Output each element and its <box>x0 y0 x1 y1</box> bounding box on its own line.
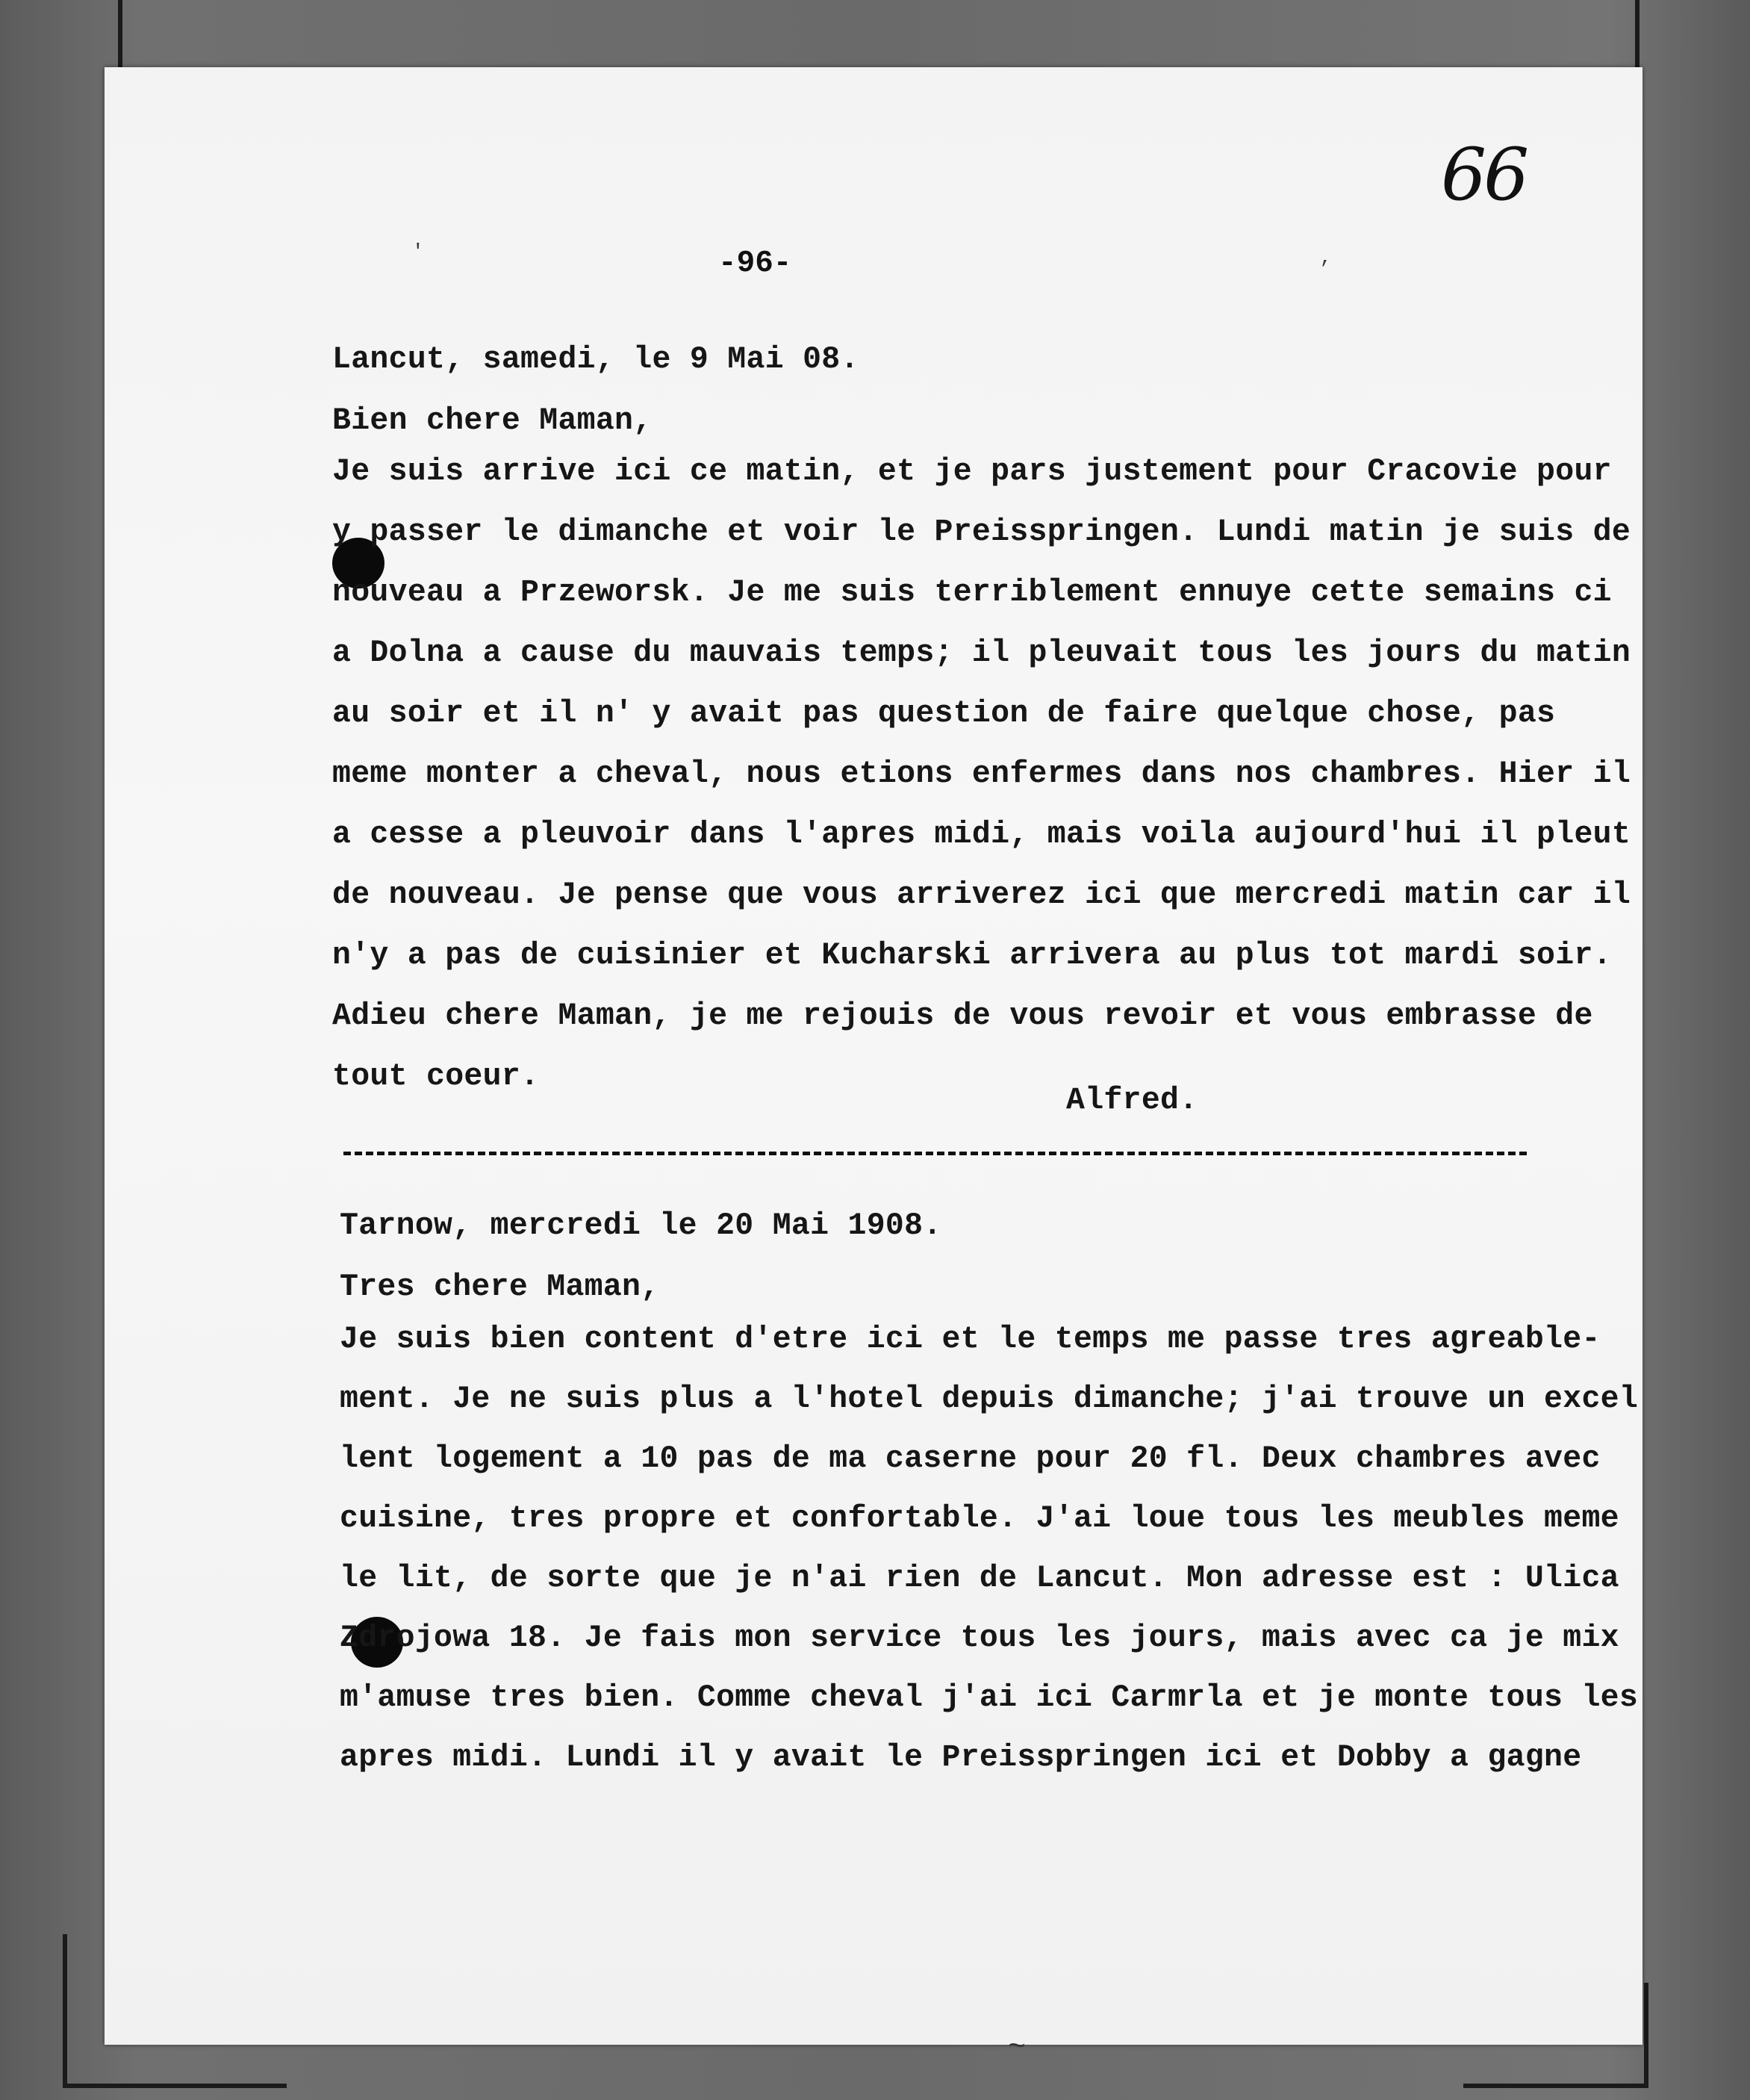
letter1-line: y passer le dimanche et voir le Preisspringen. Lundi matin je suis de <box>332 515 1631 550</box>
letter2-dateline: Tarnow, mercredi le 20 Mai 1908. <box>340 1208 942 1243</box>
page-number: -96- <box>718 246 792 281</box>
scan-speck: ~ <box>1008 2031 1027 2065</box>
scan-speck: , <box>1320 246 1332 269</box>
letter-separator-dashes <box>343 1152 1527 1155</box>
letter2-line: le lit, de sorte que je n'ai rien de Lancut. Mon adresse est : Ulica <box>340 1561 1619 1596</box>
letter1-signature: Alfred. <box>1066 1083 1198 1118</box>
film-corner-mark <box>63 2084 287 2088</box>
letter2-line: m'amuse tres bien. Comme cheval j'ai ici Carmrla et je monte tous les <box>340 1680 1639 1715</box>
letter2-line: Je suis bien content d'etre ici et le temps me passe tres agreable- <box>340 1322 1601 1357</box>
letter1-line: Adieu chere Maman, je me rejouis de vous revoir et vous embrasse de <box>332 998 1593 1034</box>
film-edge-mark <box>1635 0 1640 71</box>
film-corner-mark <box>1644 1983 1648 2087</box>
letter1-line: a Dolna a cause du mauvais temps; il pleuvait tous les jours du matin <box>332 636 1631 671</box>
letter2-line: apres midi. Lundi il y avait le Preisspringen ici et Dobby a gagne <box>340 1740 1582 1775</box>
letter2-line: Zdrojowa 18. Je fais mon service tous les jours, mais avec ca je mix <box>340 1621 1619 1656</box>
letter1-dateline: Lancut, samedi, le 9 Mai 08. <box>332 342 859 377</box>
letter1-line: a cesse a pleuvoir dans l'apres midi, mais voila aujourd'hui il pleut <box>332 817 1631 852</box>
letter1-line: tout coeur. <box>332 1059 540 1094</box>
letter2-line: cuisine, tres propre et confortable. J'ai loue tous les meubles meme <box>340 1501 1619 1536</box>
film-edge-mark <box>118 0 122 71</box>
letter2-line: lent logement a 10 pas de ma caserne pour 20 fl. Deux chambres avec <box>340 1441 1601 1476</box>
letter1-line: meme monter a cheval, nous etions enfermes dans nos chambres. Hier il <box>332 757 1631 792</box>
letter1-line: de nouveau. Je pense que vous arriverez ici que mercredi matin car il <box>332 877 1631 913</box>
film-corner-mark <box>1463 2084 1648 2088</box>
letter2-line: ment. Je ne suis plus a l'hotel depuis dimanche; j'ai trouve un excel <box>340 1382 1639 1417</box>
letter1-line: au soir et il n' y avait pas question de faire quelque chose, pas <box>332 696 1556 731</box>
scan-speck: ' <box>412 240 424 263</box>
letter1-line: Je suis arrive ici ce matin, et je pars justement pour Cracovie pour <box>332 454 1612 489</box>
letter1-line: nouveau a Przeworsk. Je me suis terriblement ennuye cette semains ci <box>332 575 1612 610</box>
letter1-salutation: Bien chere Maman, <box>332 403 653 438</box>
letter2-salutation: Tres chere Maman, <box>340 1270 660 1305</box>
letter1-line: n'y a pas de cuisinier et Kucharski arrivera au plus tot mardi soir. <box>332 938 1612 973</box>
handwritten-folio-number: 66 <box>1441 133 1527 217</box>
film-corner-mark <box>63 1934 67 2087</box>
